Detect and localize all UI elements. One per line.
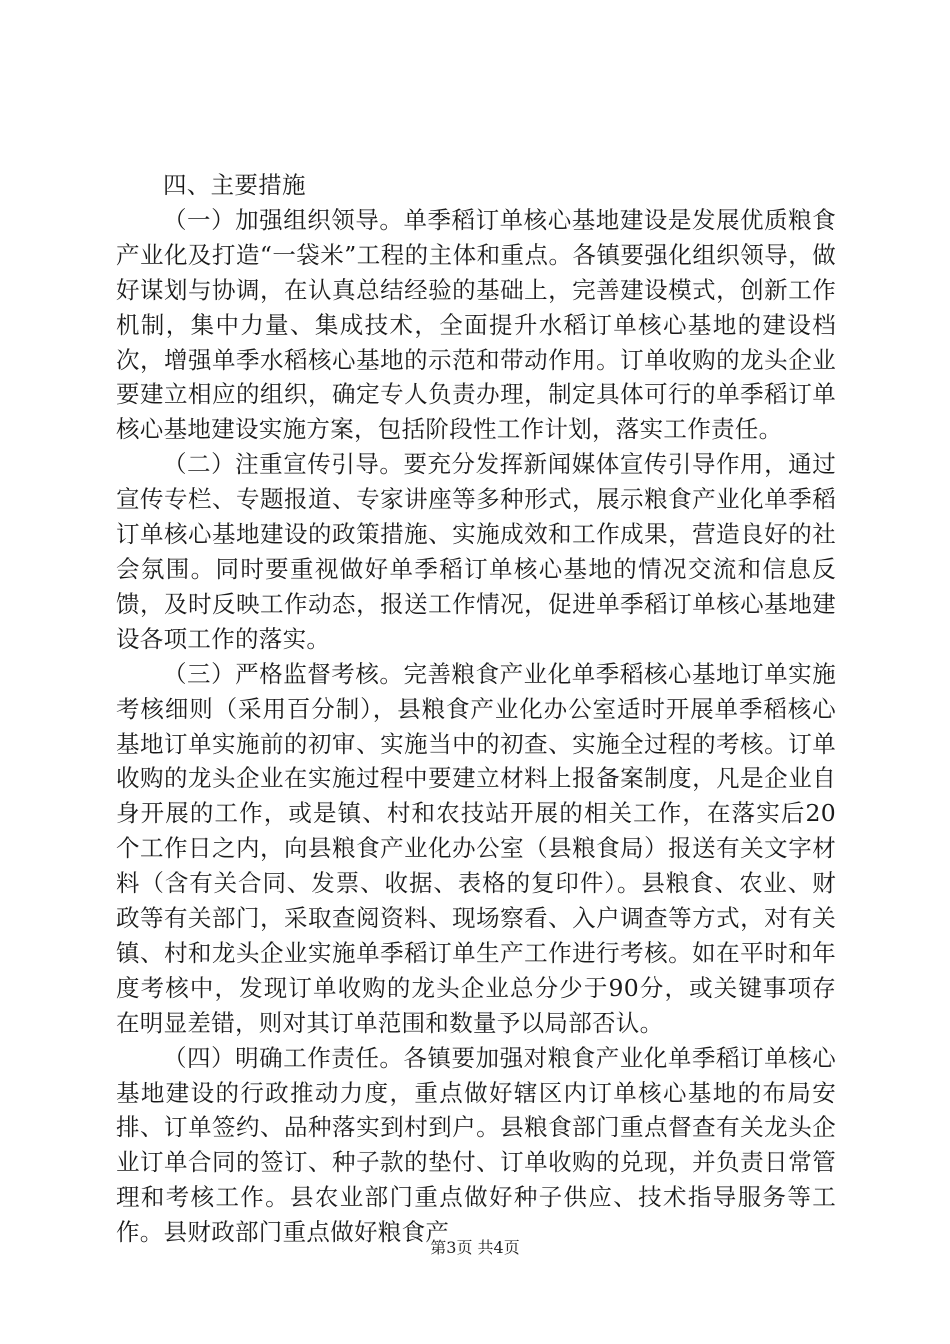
section-heading: 四、主要措施 bbox=[163, 171, 306, 199]
paragraph-work-responsibility: （四）明确工作责任。各镇要加强对粮食产业化单季稻订单核心基地建设的行政推动力度，重点做好辖区内订单核心基地的布局安排、订单签约、品种落实到村到户。县粮食部门重点督查有关龙头企业订单合同的签订、种子款的垫付、订单收购的兑现，并负责日常管理和考核工作。县农业部门重点做好种子供应、技术指导服务等工作。县财政部门重点做好粮食产 bbox=[116, 1043, 836, 1247]
page-number-footer: 第3页 共4页 bbox=[430, 1238, 520, 1257]
document-body bbox=[116, 168, 836, 1250]
paragraph-publicity-guidance: （二）注重宣传引导。要充分发挥新闻媒体宣传引导作用，通过宣传专栏、专题报道、专家讲座等多种形式，展示粮食产业化单季稻订单核心基地建设的政策措施、实施成效和工作成果，营造良好的社会氛围。同时要重视做好单季稻订单核心基地的情况交流和信息反馈，及时反映工作动态，报送工作情况，促进单季稻订单核心基地建设各项工作的落实。 bbox=[116, 450, 836, 653]
paragraph-supervision-assessment: （三）严格监督考核。完善粮食产业化单季稻核心基地订单实施考核细则（采用百分制），县粮食产业化办公室适时开展单季稻核心基地订单实施前的初审、实施当中的初查、实施全过程的考核。订单收购的龙头企业在实施过程中要建立材料上报备案制度，凡是企业自身开展的工作，或是镇、村和农技站开展的相关工作，在落实后20个工作日之内，向县粮食产业化办公室（县粮食局）报送有关文字材料（含有关合同、发票、收据、表格的复印件）。县粮食、农业、财政等有关部门，采取查阅资料、现场察看、入户调查等方式，对有关镇、村和龙头企业实施单季稻订单生产工作进行考核。如在平时和年度考核中，发现订单收购的龙头企业总分少于90分，或关键事项存在明显差错，则对其订单范围和数量予以局部否认。 bbox=[116, 659, 836, 1037]
paragraph-organization-leadership: （一）加强组织领导。单季稻订单核心基地建设是发展优质粮食产业化及打造“一袋米”工程的主体和重点。各镇要强化组织领导，做好谋划与协调，在认真总结经验的基础上，完善建设模式，创新工作机制，集中力量、集成技术，全面提升水稻订单核心基地的建设档次，增强单季水稻核心基地的示范和带动作用。订单收购的龙头企业要建立相应的组织，确定专人负责办理，制定具体可行的单季稻订单核心基地建设实施方案，包括阶段性工作计划，落实工作责任。 bbox=[116, 205, 836, 444]
